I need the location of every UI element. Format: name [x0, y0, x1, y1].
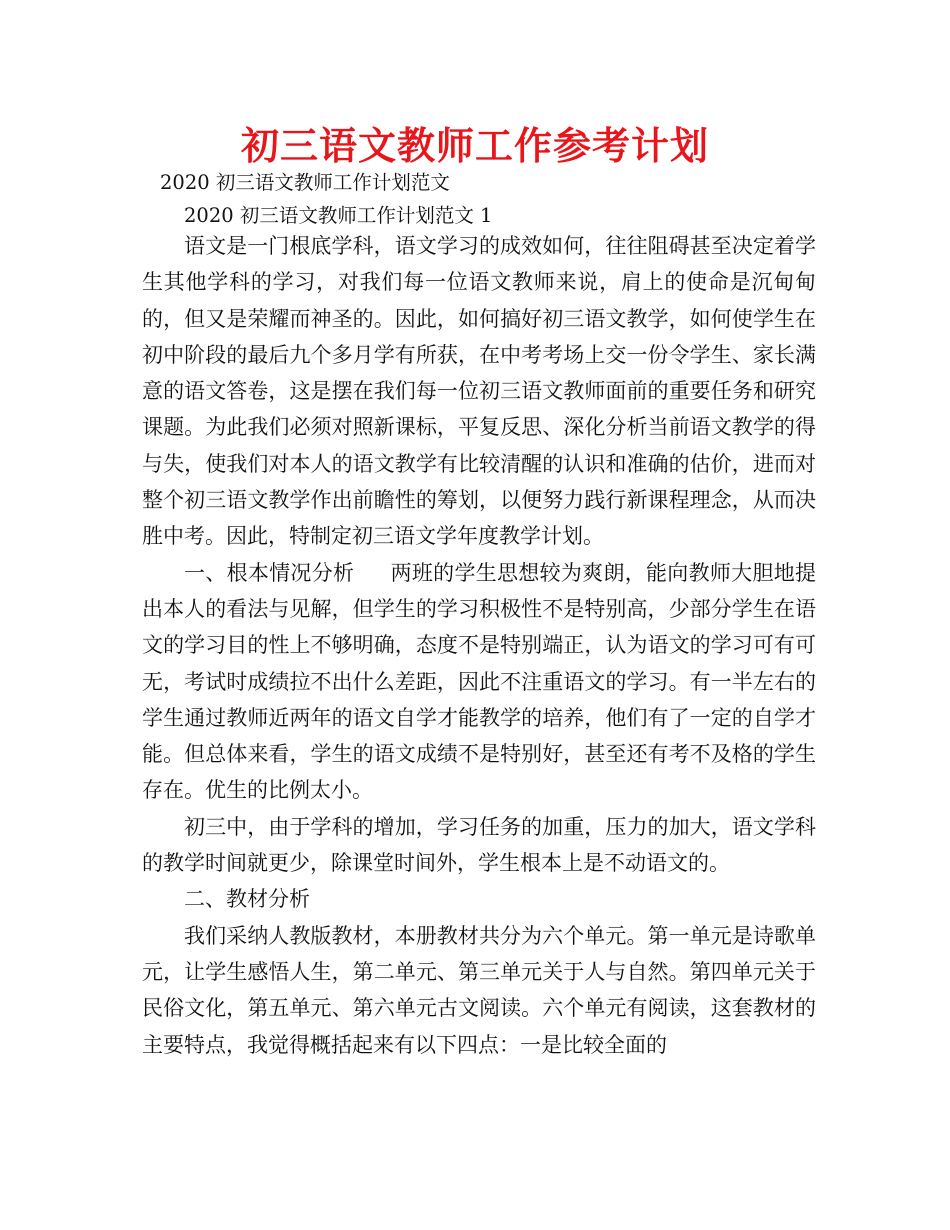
materials-paragraph: 我们采纳人教版教材，本册教材共分为六个单元。第一单元是诗歌单元，让学生感悟人生，第二单元、第三单元关于人与自然。第四单元关于民俗文化，第五单元、第六单元古文阅读。六个单元有阅读，这套教材的主要特点，我觉得概括起来有以下四点：一是比较全面的: [142, 923, 816, 1057]
grade3-paragraph: 初三中，由于学科的增加，学习任务的加重，压力的加大，语文学科的教学时间就更少，除课堂时间外，学生根本上是不动语文的。: [142, 814, 816, 876]
document-subtitle: 2020 初三语文教师工作计划范文: [160, 171, 450, 194]
document-title: 初三语文教师工作参考计划: [240, 123, 709, 168]
materials-heading: 二、教材分析: [184, 887, 310, 912]
situation-paragraph: [142, 555, 816, 809]
section-heading: 2020 初三语文教师工作计划范文 1: [184, 204, 493, 227]
situation-text: 两班的学生思想较为爽朗，能向教师大胆地提出本人的看法与见解，但学生的学习积极性不是特别高，少部分学生在语文的学习目的性上不够明确，态度不是特别端正，认为语文的学习可有可无，考试时成绩拉不出什么差距，因此不注重语文的学习。有一半左右的学生通过教师近两年的语文自学才能教学的培养，他们有了一定的自学才能。但总体来看，学生的语文成绩不是特别好，甚至还有考不及格的学生存在。优生的比例太小。: [142, 560, 817, 803]
situation-heading: 一、根本情况分析: [184, 560, 355, 585]
intro-paragraph: 语文是一门根底学科，语文学习的成效如何，往往阻碍甚至决定着学生其他学科的学习，对我们每一位语文教师来说，肩上的使命是沉甸甸的，但又是荣耀而神圣的。因此，如何搞好初三语文教学，如何使学生在初中阶段的最后九个多月学有所获，在中考考场上交一份令学生、家长满意的语文答卷，这是摆在我们每一位初三语文教师面前的重要任务和研究课题。为此我们必须对照新课标，平复反思、深化分析当前语文教学的得与失，使我们对本人的语文教学有比较清醒的认识和准确的估价，进而对整个初三语文教学作出前瞻性的筹划，以便努力践行新课程理念，从而决胜中考。因此，特制定初三语文学年度教学计划。: [142, 234, 816, 549]
document-body: [142, 228, 816, 1063]
